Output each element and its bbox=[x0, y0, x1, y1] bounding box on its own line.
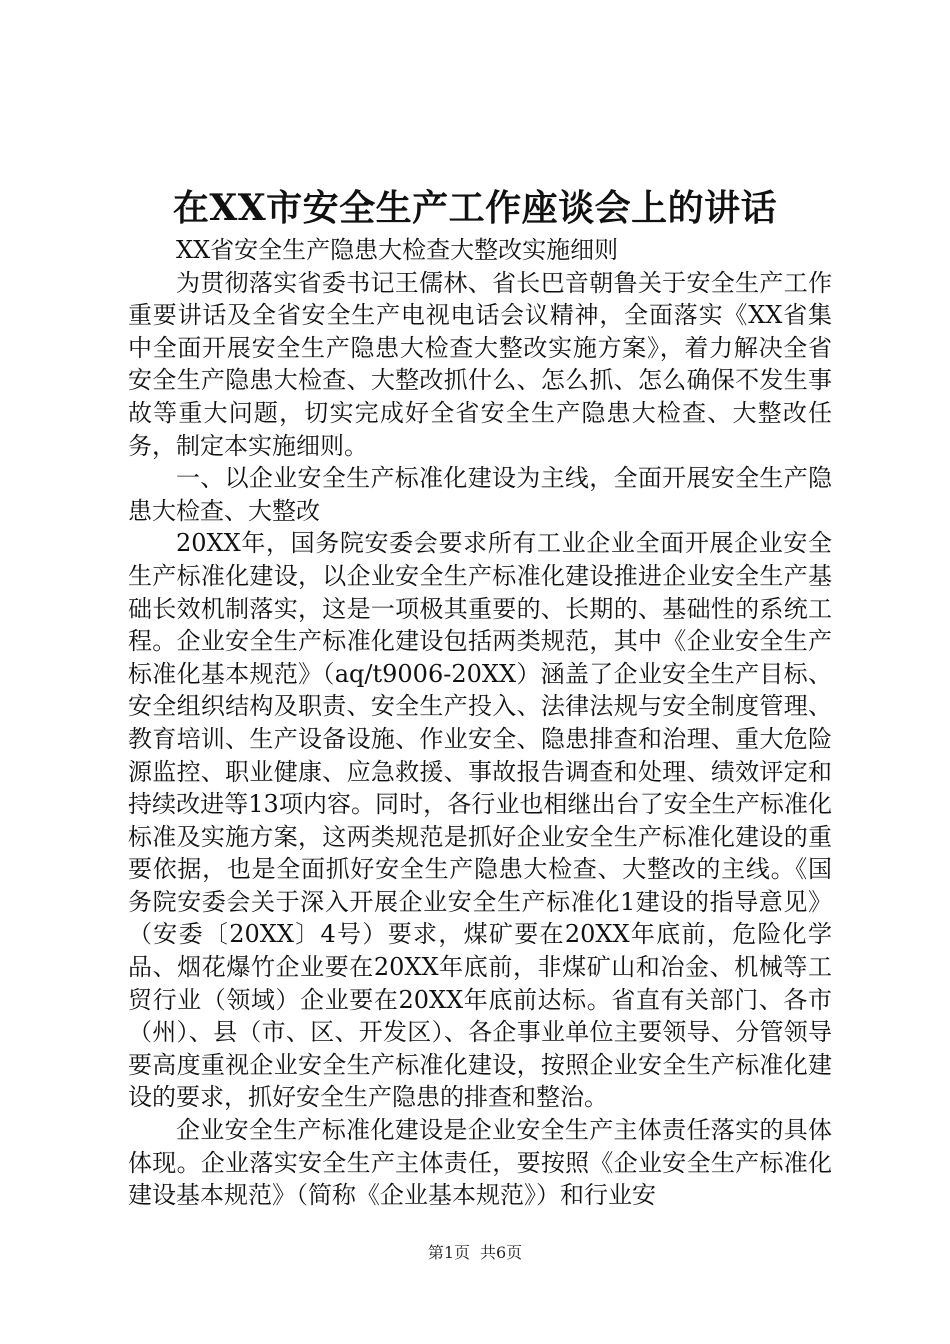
paragraph-intro: 为贯彻落实省委书记王儒林、省长巴音朝鲁关于安全生产工作重要讲话及全省安全生产电视电话会议精神，全面落实《XX省集中全面开展安全生产隐患大检查大整改实施方案》，着力解决全省安全生产隐患大检查、大整改抓什么、怎么抓、怎么确保不发生事故等重大问题，切实完成好全省安全生产隐患大检查、大整改任务，制定本实施细则。 bbox=[128, 268, 832, 460]
page-total: 共6页 bbox=[480, 1243, 523, 1262]
paragraph-standardization: 20XX年，国务院安委会要求所有工业企业全面开展企业安全生产标准化建设，以企业安全生产标准化建设推进企业安全生产基础长效机制落实，这是一项极其重要的、长期的、基础性的系统工程。企业安全生产标准化建设包括两类规范，其中《企业安全生产标准化基本规范》（aq/t9006-20XX）涵盖了企业安全生产目标、安全组织结构及职责、安全生产投入、法律法规与安全制度管理、教育培训、生产设备设施、作业安全、隐患排查和治理、重大危险源监控、职业健康、应急救援、事故报告调查和处理、绩效评定和持续改进等13项内容。同时，各行业也相继出台了安全生产标准化标准及实施方案，这两类规范是抓好企业安全生产标准化建设的重要依据，也是全面抓好安全生产隐患大检查、大整改的主线。《国务院安委会关于深入开展企业安全生产标准化1建设的指导意见》（安委〔20XX〕4号）要求，煤矿要在20XX年底前，危险化学品、烟花爆竹企业要在20XX年底前，非煤矿山和冶金、机械等工贸行业（领域）企业要在20XX年底前达标。省直有关部门、各市（州）、县（市、区、开发区）、各企事业单位主要领导、分管领导要高度重视企业安全生产标准化建设，按照企业安全生产标准化建设的要求，抓好安全生产隐患的排查和整治。 bbox=[128, 529, 832, 1112]
document-body bbox=[128, 234, 832, 1212]
page-title: 在XX市安全生产工作座谈会上的讲话 bbox=[172, 187, 778, 229]
page-footer bbox=[0, 1242, 950, 1264]
paragraph-subtitle: XX省安全生产隐患大检查大整改实施细则 bbox=[176, 236, 619, 264]
paragraph-section-heading: 一、以企业安全生产标准化建设为主线，全面开展安全生产隐患大检查、大整改 bbox=[128, 464, 832, 525]
page-number: 第1页 bbox=[427, 1243, 470, 1262]
paragraph-responsibility: 企业安全生产标准化建设是企业安全生产主体责任落实的具体体现。企业落实安全生产主体责任，要按照《企业安全生产标准化建设基本规范》（简称《企业基本规范》）和行业安 bbox=[128, 1116, 832, 1210]
